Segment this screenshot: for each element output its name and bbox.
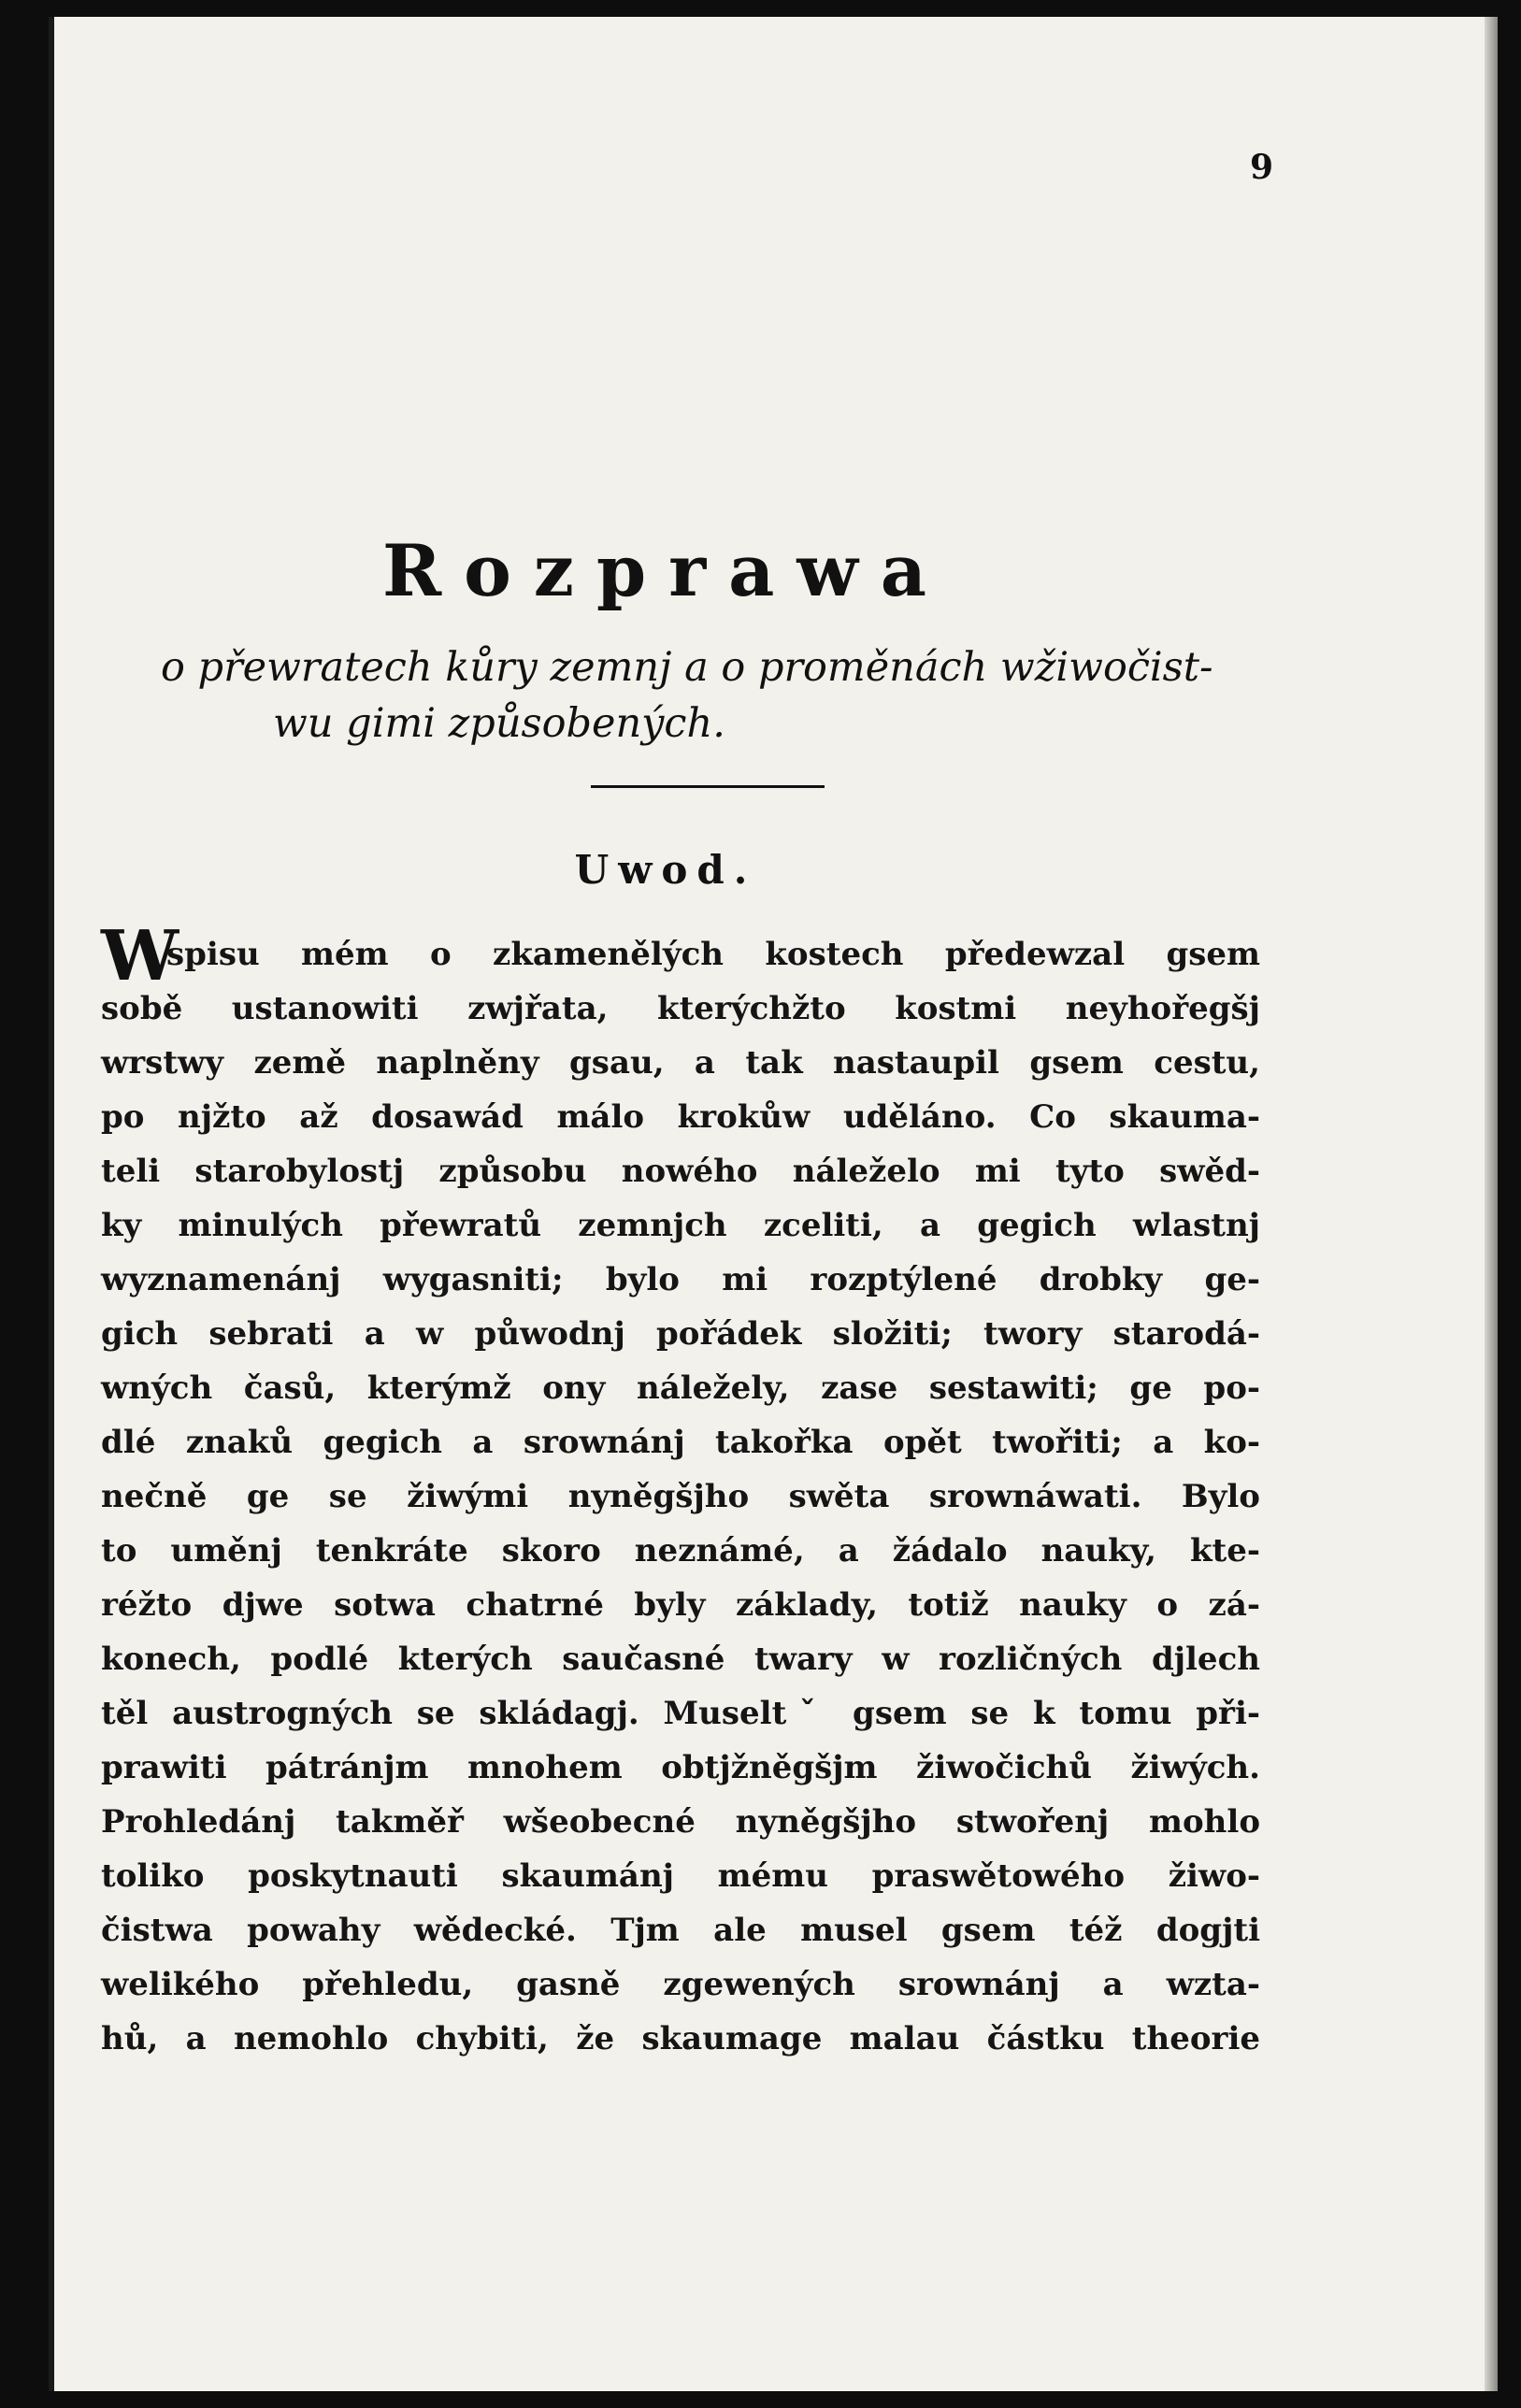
body-line: spisu mém o zkamenělých kostech předewzal gsem xyxy=(166,936,1260,973)
body-line: prawiti pátránjm mnohem obtjžněgšjm žiwočichů žiwých. xyxy=(101,1749,1260,1786)
body-text xyxy=(101,927,1260,2066)
body-line: ky minulých přewratů zemnjch zceliti, a gegich wlastnj xyxy=(101,1207,1260,1244)
body-line: nečně ge se žiwými nyněgšjho swěta srownáwati. Bylo xyxy=(101,1478,1260,1515)
body-line: wrstwy země naplněny gsau, a tak nastaupil gsem cestu, xyxy=(101,1044,1260,1082)
page-number: 9 xyxy=(1250,148,1274,187)
body-line: wyznamenánj wygasniti; bylo mi rozptýlené drobky ge- xyxy=(101,1261,1260,1298)
body-line: konech, podlé kterých saučasné twary w rozličných djlech xyxy=(101,1641,1260,1678)
subtitle-line-2: wu gimi způsobených. xyxy=(273,700,725,747)
page-edge xyxy=(1485,17,1498,2391)
body-line: po njžto až dosawád málo krokůw uděláno. Co skauma- xyxy=(101,1098,1260,1136)
chapter-subtitle xyxy=(161,639,1283,752)
section-heading: Uwod. xyxy=(574,847,757,893)
drop-cap: W xyxy=(101,916,179,996)
body-line: toliko poskytnauti skaumánj mému praswětowého žiwo- xyxy=(101,1857,1260,1895)
body-line: Prohledánj takměř wšeobecné nyněgšjho stwořenj mohlo xyxy=(101,1803,1260,1841)
chapter-title: Rozprawa xyxy=(381,529,950,612)
body-line: sobě ustanowiti zwjřata, kterýchžto kostmi neyhořegšj xyxy=(101,990,1260,1027)
body-line: čistwa powahy wědecké. Tjm ale musel gsem též dogjti xyxy=(101,1912,1260,1949)
body-line: teli starobylostj způsobu nowého náleželo mi tyto swěd- xyxy=(101,1153,1260,1190)
body-line: hů, a nemohlo chybiti, že skaumage malau částku theorie xyxy=(101,2020,1260,2057)
body-line: to uměnj tenkráte skoro neznámé, a žádalo nauky, kte- xyxy=(101,1532,1260,1570)
gutter-shadow xyxy=(49,17,54,2391)
body-line: réžto djwe sotwa chatrné byly základy, totiž nauky o zá- xyxy=(101,1586,1260,1624)
subtitle-line-1: o přewratech kůry zemnj a o proměnách wžiwočist- xyxy=(161,644,1213,691)
body-line: těl austrogných se skládagj. Museltˇ gsem se k tomu při- xyxy=(101,1695,1260,1732)
body-line: wných časů, kterýmž ony náležely, zase sestawiti; ge po- xyxy=(101,1369,1260,1407)
body-line: welikého přehledu, gasně zgewených srownánj a wzta- xyxy=(101,1966,1260,2003)
body-line: dlé znaků gegich a srownánj takořka opět twořiti; a ko- xyxy=(101,1424,1260,1461)
body-line: gich sebrati a w půwodnj pořádek složiti; twory starodá- xyxy=(101,1315,1260,1353)
title-rule xyxy=(591,785,825,788)
